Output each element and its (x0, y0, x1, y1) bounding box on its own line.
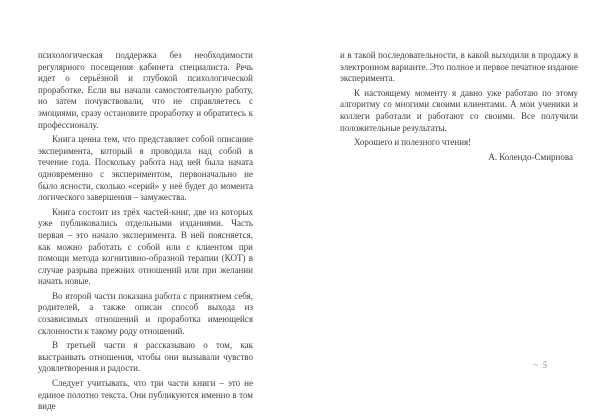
left-page-paragraph-1: психологическая поддержка без необходимости регулярного посещения кабинета специалиста. Речь идет о серьёзной и глубокой психологической проработке. Если вы начали самостоятельную работу, но затем почувствовали, что не справляетесь с эмоциями, сразу остановите проработку и обратитесь к профессионалу. (38, 50, 253, 130)
left-page-paragraph-2: Книга ценна тем, что представляет собой описание эксперимента, который я проводила над собой в течение года. Поскольку работа над ней была начата одновременно с экспериментом, первоначально не было ясности, сколько «серий» у неё будет до момента логического завершения – замужества. (38, 134, 253, 203)
right-page (340, 50, 578, 163)
right-page-paragraph-2: К настоящему моменту я давно уже работаю по этому алгоритму со многими своими клиентами. А мои ученики и коллеги работали и работают со своими. Все получили положительные результаты. (340, 87, 578, 133)
page-number: ~ 5 (533, 361, 549, 371)
left-page-paragraph-3: Книга состоит из трёх частей-книг, две из которых уже публиковались отдельными изданиями. Часть первая – это начало эксперимента. В ней поясняется, как можно работать с собой или с клиентом при помощи метода когнитивно-образной терапии (КОТ) в случае разрыва прежних отношений или при желании начать новые. (38, 206, 253, 287)
left-page-paragraph-5: В третьей части я рассказываю о том, как выстраивать отношения, чтобы они вызывали чувство удовлетворения и радости. (38, 340, 253, 374)
right-page-paragraph-3: Хорошего и полезного чтения! (354, 137, 472, 148)
left-page (38, 50, 253, 416)
right-page-paragraph-1: и в такой последовательности, в какой выходили в продажу в электронном варианте. Это полное и первое печатное издание эксперимента. (340, 50, 578, 84)
left-page-paragraph-4: Во второй части показана работа с принятием себя, родителей, а также описан способ выхода из созависимых отношений и проработка имеющейся склонности к такому роду отношений. (38, 290, 253, 336)
author-signature: А. Колендо-Смирнова (488, 151, 573, 162)
left-page-paragraph-6: Следует учитывать, что три части книги – это не единое полотно текста. Они публикуются именно в том виде (38, 378, 253, 412)
